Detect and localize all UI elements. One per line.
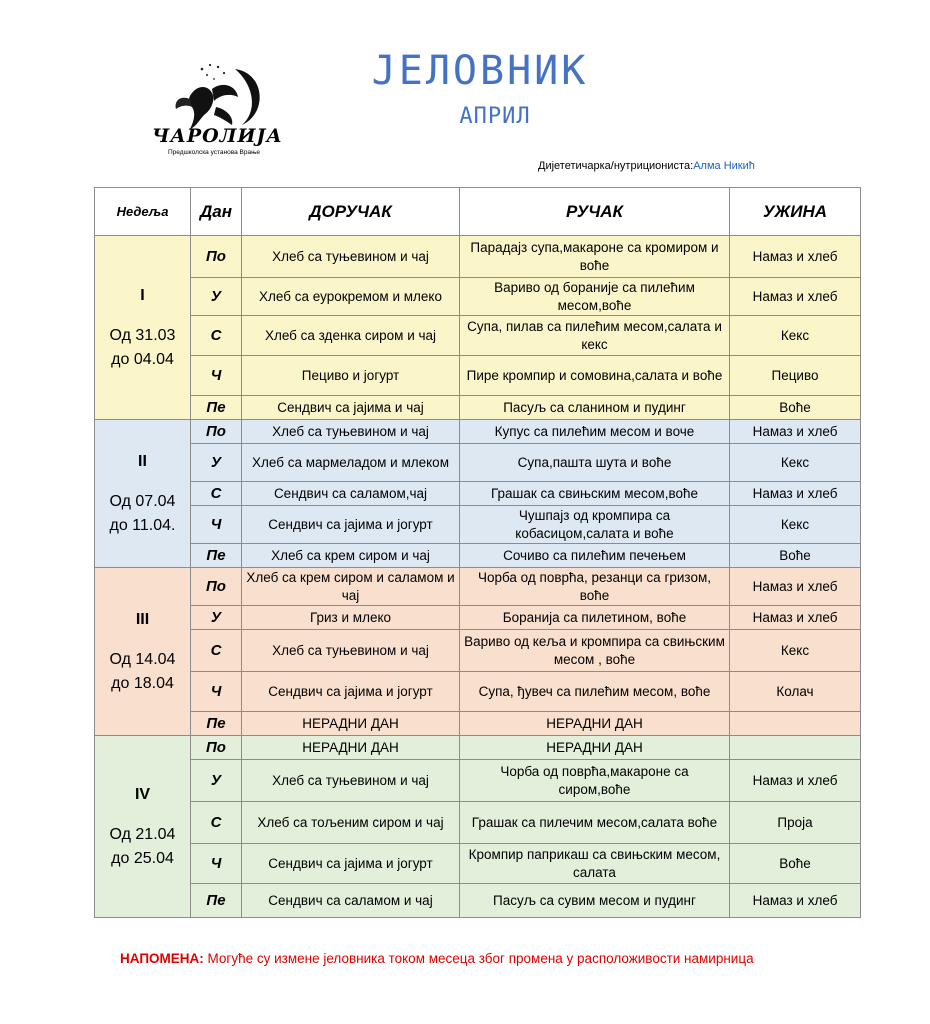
table-row bbox=[95, 760, 861, 802]
day-cell: По bbox=[191, 420, 242, 444]
table-row bbox=[95, 844, 861, 884]
snack-cell: Намаз и хлеб bbox=[730, 482, 861, 506]
day-cell: С bbox=[191, 802, 242, 844]
snack-cell: Проја bbox=[730, 802, 861, 844]
breakfast-cell: Хлеб са крем сиром и чај bbox=[242, 544, 460, 568]
lunch-cell: Супа, ђувеч са пилећим месом, воће bbox=[460, 672, 730, 712]
lunch-cell: Супа, пилав са пилећим месом,салата и кекс bbox=[460, 316, 730, 356]
snack-cell: Воће bbox=[730, 544, 861, 568]
week-range-from: Од 21.04 bbox=[109, 825, 176, 843]
snack-cell: Намаз и хлеб bbox=[730, 760, 861, 802]
lunch-cell: Сочиво са пилећим печењем bbox=[460, 544, 730, 568]
day-cell: Пе bbox=[191, 884, 242, 918]
snack-cell: Кекс bbox=[730, 444, 861, 482]
lunch-cell: Вариво од боранијe са пилећим месом,воће bbox=[460, 278, 730, 316]
snack-cell: Намаз и хлеб bbox=[730, 420, 861, 444]
breakfast-cell: Хлеб са туњевином и чај bbox=[242, 420, 460, 444]
snack-cell: Намаз и хлеб bbox=[730, 568, 861, 606]
day-cell: У bbox=[191, 606, 242, 630]
day-cell: У bbox=[191, 278, 242, 316]
day-cell: По bbox=[191, 236, 242, 278]
lunch-cell: Парадајз супа,макароне са кромиром и воће bbox=[460, 236, 730, 278]
week-range-to: до 04.04 bbox=[111, 350, 174, 368]
snack-cell: Пециво bbox=[730, 356, 861, 396]
table-row bbox=[95, 356, 861, 396]
breakfast-cell: Хлеб са крем сиром и саламом и чај bbox=[242, 568, 460, 606]
day-cell: С bbox=[191, 630, 242, 672]
week-cell bbox=[95, 568, 191, 736]
lunch-cell: Пире кромпир и сомовина,салата и воће bbox=[460, 356, 730, 396]
snack-cell: Колач bbox=[730, 672, 861, 712]
day-cell: По bbox=[191, 736, 242, 760]
lunch-cell: Грашак са свињским месом,воће bbox=[460, 482, 730, 506]
lunch-cell: НЕРАДНИ ДАН bbox=[460, 736, 730, 760]
nutritionist-name: Алма Никић bbox=[693, 160, 755, 172]
lunch-cell: Грашак са пилечим месом,салата воће bbox=[460, 802, 730, 844]
day-cell: Пе bbox=[191, 544, 242, 568]
breakfast-cell: Хлеб са еурокремом и млеко bbox=[242, 278, 460, 316]
table-row bbox=[95, 606, 861, 630]
breakfast-cell: Сендвич са јајима и јогурт bbox=[242, 672, 460, 712]
lunch-cell: НЕРАДНИ ДАН bbox=[460, 712, 730, 736]
day-cell: С bbox=[191, 482, 242, 506]
note-text: Могуће су измене јеловника током месеца због промена у расположивости намирница bbox=[203, 951, 754, 966]
table-row bbox=[95, 396, 861, 420]
snack-cell: Намаз и хлеб bbox=[730, 236, 861, 278]
header-row bbox=[95, 188, 861, 236]
breakfast-cell: Хлеб са туњевином и чај bbox=[242, 760, 460, 802]
snack-cell: Намаз и хлеб bbox=[730, 884, 861, 918]
lunch-cell: Чушпајз од кромпира са кобасицом,салата и воће bbox=[460, 506, 730, 544]
week-number: IV bbox=[134, 785, 151, 803]
breakfast-cell: Сендвич са јајима и јогурт bbox=[242, 844, 460, 884]
week-range-from: Од 07.04 bbox=[109, 492, 176, 510]
logo-text: ЧАРОЛИЈА bbox=[152, 125, 283, 147]
note bbox=[120, 948, 820, 970]
col-day-header: Дан bbox=[191, 188, 242, 236]
menu-table bbox=[94, 187, 861, 918]
lunch-cell: Купус са пилећим месом и воче bbox=[460, 420, 730, 444]
breakfast-cell: Сендвич са саламом и чај bbox=[242, 884, 460, 918]
table-row bbox=[95, 482, 861, 506]
day-cell: Ч bbox=[191, 672, 242, 712]
page-title: ЈЕЛОВНИК bbox=[371, 48, 589, 94]
snack-cell: Намаз и хлеб bbox=[730, 278, 861, 316]
table-row bbox=[95, 236, 861, 278]
col-lunch-header: РУЧАК bbox=[460, 188, 730, 236]
breakfast-cell: Сендвич са јајима и чај bbox=[242, 396, 460, 420]
lunch-cell: Супа,пашта шута и воће bbox=[460, 444, 730, 482]
day-cell: С bbox=[191, 316, 242, 356]
day-cell: Ч bbox=[191, 844, 242, 884]
week-cell bbox=[95, 420, 191, 568]
snack-cell: Воће bbox=[730, 844, 861, 884]
snack-cell bbox=[730, 712, 861, 736]
breakfast-cell: НЕРАДНИ ДАН bbox=[242, 736, 460, 760]
lunch-cell: Вариво од кеља и кромпира са свињским месом , воће bbox=[460, 630, 730, 672]
week-cell bbox=[95, 736, 191, 918]
table-row bbox=[95, 544, 861, 568]
week-range-from: Од 14.04 bbox=[109, 650, 176, 668]
table-row bbox=[95, 444, 861, 482]
week-range-to: до 18.04 bbox=[111, 674, 174, 692]
lunch-cell: Боранија са пилетином, воће bbox=[460, 606, 730, 630]
breakfast-cell: Хлеб са туњевином и чај bbox=[242, 236, 460, 278]
week-number: III bbox=[135, 610, 150, 628]
day-cell: Пе bbox=[191, 712, 242, 736]
week-range-to: до 25.04 bbox=[111, 849, 174, 867]
week-range-to: до 11.04. bbox=[109, 516, 176, 534]
table-row bbox=[95, 316, 861, 356]
logo-caption: Предшколска установа Врање bbox=[168, 149, 261, 156]
note-label: НАПОМЕНА: bbox=[120, 951, 204, 966]
table-row bbox=[95, 630, 861, 672]
col-week-header: Недеља bbox=[95, 188, 191, 236]
table-row bbox=[95, 672, 861, 712]
table-row bbox=[95, 506, 861, 544]
week-number: I bbox=[140, 286, 145, 304]
page-subtitle: АПРИЛ bbox=[459, 104, 531, 129]
snack-cell: Воће bbox=[730, 396, 861, 420]
breakfast-cell: Хлеб са тољеним сиром и чај bbox=[242, 802, 460, 844]
snack-cell bbox=[730, 736, 861, 760]
day-cell: Ч bbox=[191, 356, 242, 396]
breakfast-cell: Гриз и млеко bbox=[242, 606, 460, 630]
breakfast-cell: Хлеб са мармеладом и млеком bbox=[242, 444, 460, 482]
day-cell: Пе bbox=[191, 396, 242, 420]
lunch-cell: Кромпир паприкаш са свињским месом, салата bbox=[460, 844, 730, 884]
table-row bbox=[95, 712, 861, 736]
table-row bbox=[95, 802, 861, 844]
day-cell: По bbox=[191, 568, 242, 606]
table-row bbox=[95, 736, 861, 760]
breakfast-cell: НЕРАДНИ ДАН bbox=[242, 712, 460, 736]
lunch-cell: Пасуљ са сувим месом и пудинг bbox=[460, 884, 730, 918]
day-cell: У bbox=[191, 444, 242, 482]
lunch-cell: Чорба од поврћа,макароне са сиром,воће bbox=[460, 760, 730, 802]
nutritionist-line bbox=[538, 160, 755, 172]
col-breakfast-header: ДОРУЧАК bbox=[242, 188, 460, 236]
table-row bbox=[95, 568, 861, 606]
nutritionist-label: Дијететичарка/нутриционистa: bbox=[538, 160, 694, 172]
snack-cell: Кекс bbox=[730, 630, 861, 672]
week-number: II bbox=[138, 452, 147, 470]
breakfast-cell: Хлеб са зденка сиром и чај bbox=[242, 316, 460, 356]
col-snack-header: УЖИНА bbox=[730, 188, 861, 236]
snack-cell: Кекс bbox=[730, 506, 861, 544]
breakfast-cell: Хлеб са туњевином и чај bbox=[242, 630, 460, 672]
breakfast-cell: Пециво и јогурт bbox=[242, 356, 460, 396]
day-cell: Ч bbox=[191, 506, 242, 544]
week-range-from: Од 31.03 bbox=[109, 326, 176, 344]
lunch-cell: Пасуљ са сланином и пудинг bbox=[460, 396, 730, 420]
breakfast-cell: Сендвич са саламом,чај bbox=[242, 482, 460, 506]
table-row bbox=[95, 278, 861, 316]
table-row bbox=[95, 884, 861, 918]
table-row bbox=[95, 420, 861, 444]
breakfast-cell: Сендвич са јајима и јогурт bbox=[242, 506, 460, 544]
lunch-cell: Чорба од поврћа, резанци са гризом, воће bbox=[460, 568, 730, 606]
logo bbox=[150, 55, 300, 165]
snack-cell: Намаз и хлеб bbox=[730, 606, 861, 630]
week-cell bbox=[95, 236, 191, 420]
day-cell: У bbox=[191, 760, 242, 802]
snack-cell: Кекс bbox=[730, 316, 861, 356]
